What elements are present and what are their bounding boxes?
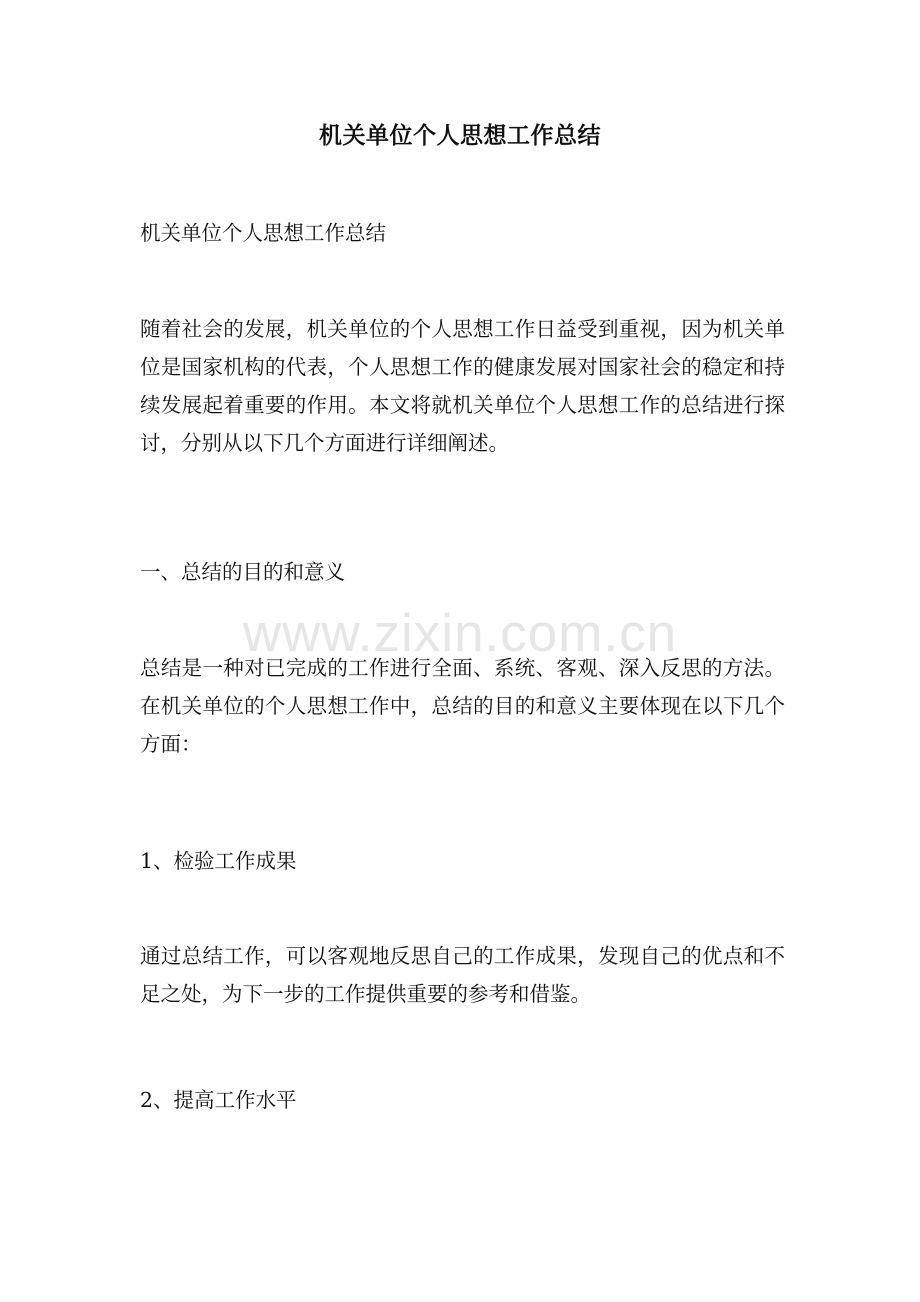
item-heading-2: 2、提高工作水平	[140, 1088, 297, 1112]
section-paragraph: 总结是一种对已完成的工作进行全面、系统、客观、深入反思的方法。在机关单位的个人思想工作中，总结的目的和意义主要体现在以下几个方面：	[140, 656, 785, 756]
item-heading-1: 1、检验工作成果	[140, 849, 297, 873]
section-heading: 一、总结的目的和意义	[140, 560, 345, 584]
document-subtitle: 机关单位个人思想工作总结	[140, 221, 386, 245]
item-paragraph-1: 通过总结工作，可以客观地反思自己的工作成果，发现自己的优点和不足之处，为下一步的工作提供重要的参考和借鉴。	[140, 944, 785, 1006]
watermark: www.zixin.com.cn	[242, 604, 678, 663]
intro-paragraph: 随着社会的发展，机关单位的个人思想工作日益受到重视，因为机关单位是国家机构的代表，个人思想工作的健康发展对国家社会的稳定和持续发展起着重要的作用。本文将就机关单位个人思想工作的总结进行探讨，分别从以下几个方面进行详细阐述。	[140, 317, 785, 455]
document-title: 机关单位个人思想工作总结	[319, 122, 601, 149]
